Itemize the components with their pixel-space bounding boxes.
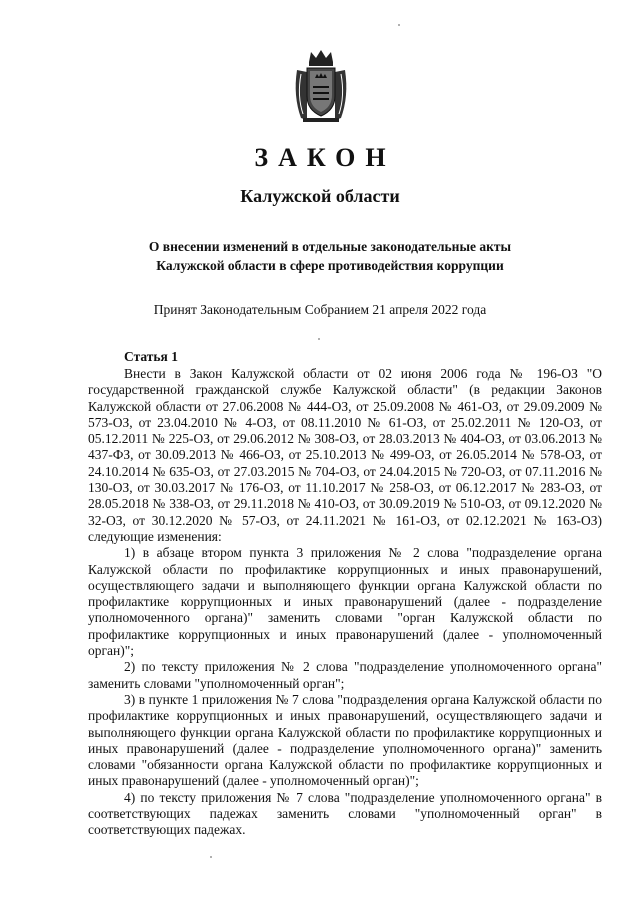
law-heading-line-2: Калужской области в сфере противодействия коррупции: [156, 258, 504, 273]
article-title: Статья 1: [124, 349, 178, 364]
law-heading-line-1: О внесении изменений в отдельные законодательные акты: [148, 239, 512, 254]
scan-speck: [318, 338, 320, 340]
adoption-line: Принят Законодательным Собранием 21 апреля 2022 года: [153, 302, 487, 317]
law-heading: [120, 237, 540, 275]
paragraph-item-2: 2) по тексту приложения № 2 слова "подразделение уполномоченного органа" заменить словами "уполномоченный орган";: [88, 659, 602, 691]
paragraph-item-3: 3) в пункте 1 приложения № 7 слова "подразделения органа Калужской области по профилактике коррупционных и иных правонарушений, осуществляющего задачи и выполняющего функции органа Калужской области по профилактике коррупционных и иных правонарушений (далее - подразделение уполномоченного органа)" заменить словами "обязанности органа Калужской области по профилактике коррупционных и иных правонарушений (далее - уполномоченный орган)";: [88, 691, 602, 789]
scan-speck: [210, 856, 212, 858]
article-body: [88, 366, 602, 839]
scan-speck: [398, 24, 400, 26]
paragraph-intro: Внести в Закон Калужской области от 02 июня 2006 года № 196-ОЗ "О государственной гражданской службе Калужской области" (в редакции Законов Калужской области от 27.06.2008 № 444-ОЗ, от 25.09.2008 № 461-ОЗ, от 29.09.2009 № 573-ОЗ, от 23.04.2010 № 4-ОЗ, от 08.11.2010 № 61-ОЗ, от 25.02.2011 № 120-ОЗ, от 05.12.2011 № 225-ОЗ, от 29.06.2012 № 308-ОЗ, от 28.03.2013 № 404-ОЗ, от 03.06.2013 № 437-ФЗ, от 30.09.2013 № 466-ОЗ, от 25.10.2013 № 499-ОЗ, от 26.05.2014 № 578-ОЗ, от 24.10.2014 № 635-ОЗ, от 27.03.2015 № 704-ОЗ, от 24.04.2015 № 720-ОЗ, от 07.11.2016 № 130-ОЗ, от 30.03.2017 № 176-ОЗ, от 11.10.2017 № 258-ОЗ, от 06.12.2017 № 283-ОЗ, от 28.05.2018 № 338-ОЗ, от 29.11.2018 № 410-ОЗ, от 30.09.2019 № 510-ОЗ, от 09.12.2020 № 32-ОЗ, от 30.12.2020 № 57-ОЗ, от 24.11.2021 № 161-ОЗ, от 02.12.2021 № 163-ОЗ) следующие изменения:: [88, 366, 602, 544]
paragraph-item-1: 1) в абзаце втором пункта 3 приложения № 2 слова "подразделение органа Калужской области по профилактике коррупционных и иных правонарушений, осуществляющего задачи и выполняющего функции органа Калужской области по профилактике коррупционных и иных правонарушений (далее - подразделение уполномоченного органа)" заменить словами "орган Калужской области по профилактике коррупционных и иных правонарушений (далее - уполномоченный орган)";: [88, 545, 602, 659]
document-title: ЗАКОН: [254, 143, 396, 172]
document-subtitle: Калужской области: [240, 186, 400, 206]
coat-of-arms-icon: [291, 48, 351, 124]
paragraph-item-4: 4) по тексту приложения № 7 слова "подразделение уполномоченного органа" в соответствующих падежах заменить словами "уполномоченный орган" в соответствующих падежах.: [88, 789, 602, 838]
